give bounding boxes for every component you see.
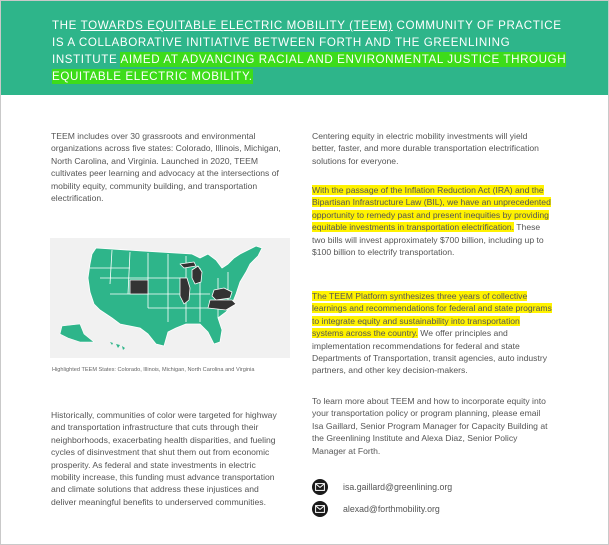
us-map [50, 238, 290, 358]
header-banner [1, 1, 608, 95]
email-alexa[interactable]: alexad@forthmobility.org [343, 504, 440, 514]
north-carolina-shape [208, 300, 236, 310]
teem-link[interactable]: TOWARDS EQUITABLE ELECTRIC MOBILITY (TEEM) [80, 19, 393, 32]
map-caption: Highlighted TEEM States: Colorado, Illinois, Michigan, North Carolina and Virginia [52, 367, 255, 373]
us-mainland-shape [88, 246, 262, 346]
platform-highlight: The TEEM Platform synthesizes three years of collective learnings and recommendations for federal and state programs to integrate equity and sustainability into transportation systems across the country. [312, 291, 552, 339]
equity-paragraph: Centering equity in electric mobility investments will yield better, faster, and more durable transportation electrification solutions for everyone. [312, 131, 539, 166]
banner-highlight: AIMED AT ADVANCING RACIAL AND ENVIRONMENTAL JUSTICE THROUGH EQUITABLE ELECTRIC MOBILITY. [52, 53, 567, 83]
mail-icon [312, 501, 328, 517]
platform-paragraph [312, 290, 552, 377]
contact-isa[interactable] [312, 479, 452, 495]
contact-paragraph: To learn more about TEEM and how to incorporate equity into your transportation policy or program planning, please email Isa Gaillard, Senior Program Manager for Capacity Building at the Greenlining Institute and Alexa Diaz, Senior Policy Manager at Forth. [312, 396, 548, 456]
ira-bil-highlight: With the passage of the Inflation Reduction Act (IRA) and the Bipartisan Infrastructure Law (BIL), we have an unprecedented opportunity to remedy past and present inequities by providing equitable investments in transportation electrification. [312, 185, 551, 233]
email-isa[interactable]: isa.gaillard@greenlining.org [343, 482, 453, 492]
hawaii-shape [110, 342, 125, 350]
history-paragraph: Historically, communities of color were targeted for highway and transportation infrastructure that cuts through their neighborhoods, exacerbating health disparities, and fueling cycles of disinvestment that shut them out from economic prosperity. As federal and state investments in electric mobility increase, this funding must advance transportation and climate solutions that address these injustices and deliver meaningful benefits to underserved communities. [51, 410, 277, 507]
banner-middle: COMMUNITY OF PRACTICE IS A COLLABORATIVE INITIATIVE BETWEEN FORTH AND THE GREENLINING INSTITUTE [52, 19, 562, 66]
banner-prefix: THE [52, 19, 81, 32]
alaska-shape [60, 324, 94, 342]
banner-statement [52, 17, 572, 85]
intro-paragraph: TEEM includes over 30 grassroots and environmental organizations across five states: Colorado, Illinois, Michigan, North Carolina, and Virginia. Launched in 2020, TEEM cultivates peer learning and advocacy at the intersections of mobility equity, community building, and transportation electrification. [51, 131, 281, 204]
ira-bil-rest: These two bills will invest approximately $700 billion, including up to $100 billion to electrify transportation. [312, 222, 544, 258]
ira-bil-paragraph [312, 184, 552, 258]
colorado-shape [130, 280, 148, 294]
contact-alexa[interactable] [312, 501, 440, 517]
mail-icon [312, 479, 328, 495]
us-map-graphic [50, 238, 290, 358]
platform-rest: We offer principles and implementation recommendations for federal and state Departments of Transportation, transit agencies, auto industry partners, and other key decision-makers. [312, 328, 548, 376]
